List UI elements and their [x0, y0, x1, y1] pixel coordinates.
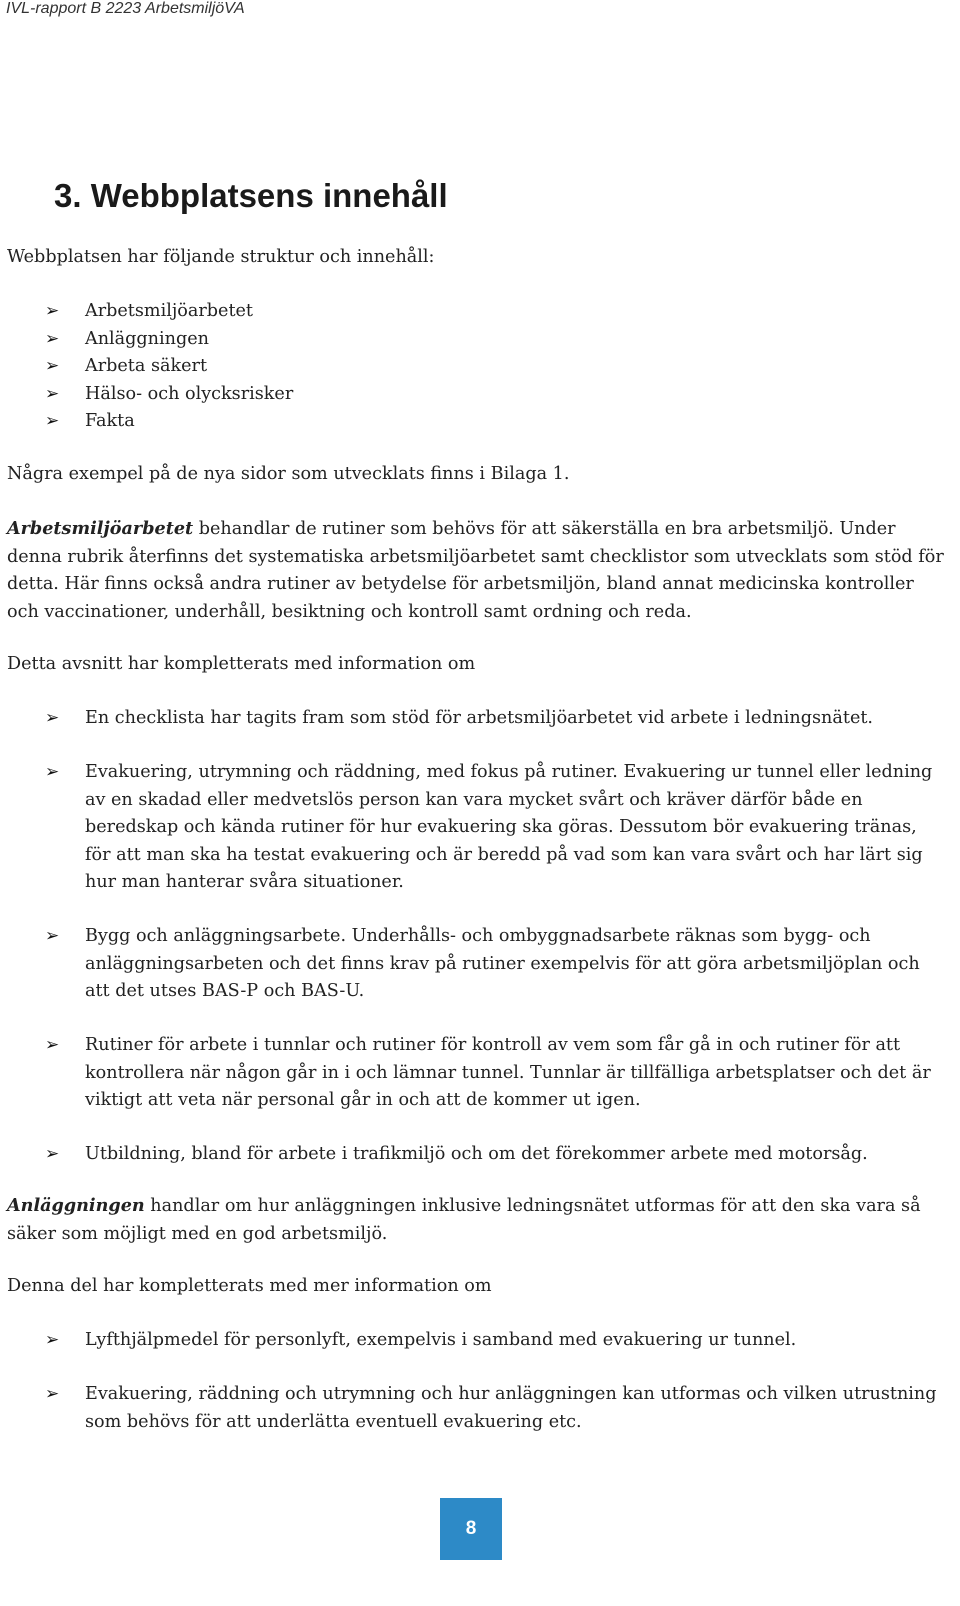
- page-number: 8: [440, 1498, 502, 1560]
- list-item: ➢ Evakuering, utrymning och räddning, med fokus på rutiner. Evakuering ur tunnel eller ledning av en skadad eller medvetslös person kan vara mycket svårt och kräver därför både en beredskap och kända rutiner för hur evakuering ska göras. Dessutom bör evakuering tränas, för att man ska ha testat evakuering och är beredd på vad som kan vara svårt och har lärt sig hur man hanterar svåra situationer.: [0, 759, 940, 897]
- list-item: ➢ Rutiner för arbete i tunnlar och rutiner för kontroll av vem som får gå in och rutiner för att kontrollera när någon går in i och lämnar tunnel. Tunnlar är tillfälliga arbetsplatser och det är viktigt att veta när personal går in och att de kommer ut igen.: [0, 1032, 940, 1115]
- arrow-bullet-icon: ➢: [45, 411, 60, 431]
- arrow-bullet-icon: ➢: [45, 301, 60, 321]
- arrow-bullet-icon: ➢: [45, 356, 60, 376]
- list-item: ➢ Bygg och anläggningsarbete. Underhålls- och ombyggnadsarbete räknas som bygg- och anläggningsarbeten och det finns krav på rutiner exempelvis för att göra arbetsmiljöplan och att det utses BAS-P och BAS-U.: [0, 923, 940, 1006]
- arrow-bullet-icon: ➢: [45, 1384, 60, 1404]
- arbetsmiljo-complement: Detta avsnitt har kompletterats med information om: [7, 654, 476, 674]
- list-item: ➢ En checklista har tagits fram som stöd för arbetsmiljöarbetet vid arbete i ledningsnätet.: [0, 705, 940, 733]
- structure-list: [0, 298, 960, 436]
- list-item: ➢ Evakuering, räddning och utrymning och hur anläggningen kan utformas och vilken utrustning som behövs för att underlätta eventuell evakuering etc.: [0, 1381, 940, 1436]
- anlaggningen-paragraph: Anläggningen handlar om hur anläggningen inklusive ledningsnätet utformas för att den ska vara så säker som möjligt med en god arbetsmiljö.: [7, 1195, 921, 1244]
- anlaggningen-term: Anläggningen: [7, 1195, 145, 1216]
- list-item: ➢ Utbildning, bland för arbete i trafikmiljö och om det förekommer arbete med motorsåg.: [0, 1141, 940, 1169]
- arbetsmiljo-term: Arbetsmiljöarbetet: [7, 518, 194, 539]
- arrow-bullet-icon: ➢: [45, 1144, 60, 1164]
- list-item: ➢ Arbeta säkert: [0, 353, 940, 381]
- list-item: ➢ Fakta: [0, 408, 940, 436]
- intro-paragraph: Webbplatsen har följande struktur och innehåll:: [7, 247, 435, 267]
- arbetsmiljo-items-list: [0, 705, 960, 1195]
- list-item: ➢ Anläggningen: [0, 326, 940, 354]
- list-item: ➢ Lyfthjälpmedel för personlyft, exempelvis i samband med evakuering ur tunnel.: [0, 1327, 940, 1355]
- running-header: IVL-rapport B 2223 ArbetsmiljöVA: [6, 0, 245, 17]
- anlaggningen-complement: Denna del har kompletterats med mer information om: [7, 1276, 492, 1296]
- arrow-bullet-icon: ➢: [45, 762, 60, 782]
- anlaggningen-items-list: [0, 1327, 960, 1463]
- bilaga-paragraph: Några exempel på de nya sidor som utvecklats finns i Bilaga 1.: [7, 464, 570, 484]
- arrow-bullet-icon: ➢: [45, 383, 60, 404]
- arrow-bullet-icon: ➢: [45, 708, 60, 728]
- arrow-bullet-icon: ➢: [45, 328, 60, 349]
- arrow-bullet-icon: ➢: [45, 926, 60, 946]
- arrow-bullet-icon: ➢: [45, 1035, 60, 1055]
- arbetsmiljo-paragraph: Arbetsmiljöarbetet behandlar de rutiner som behövs för att säkerställa en bra arbetsmiljö. Under denna rubrik återfinns det systematiska arbetsmiljöarbetet samt checklistor som utvecklats som stöd för detta. Här finns också andra rutiner av betydelse för arbetsmiljön, bland annat medicinska kontroller och vaccinationer, underhåll, besiktning och kontroll samt ordning och reda.: [7, 518, 944, 622]
- list-item: ➢ Hälso- och olycksrisker: [0, 381, 940, 409]
- section-heading: 3. Webbplatsens innehåll: [54, 177, 448, 214]
- list-item: ➢ Arbetsmiljöarbetet: [0, 298, 940, 326]
- arrow-bullet-icon: ➢: [45, 1330, 60, 1350]
